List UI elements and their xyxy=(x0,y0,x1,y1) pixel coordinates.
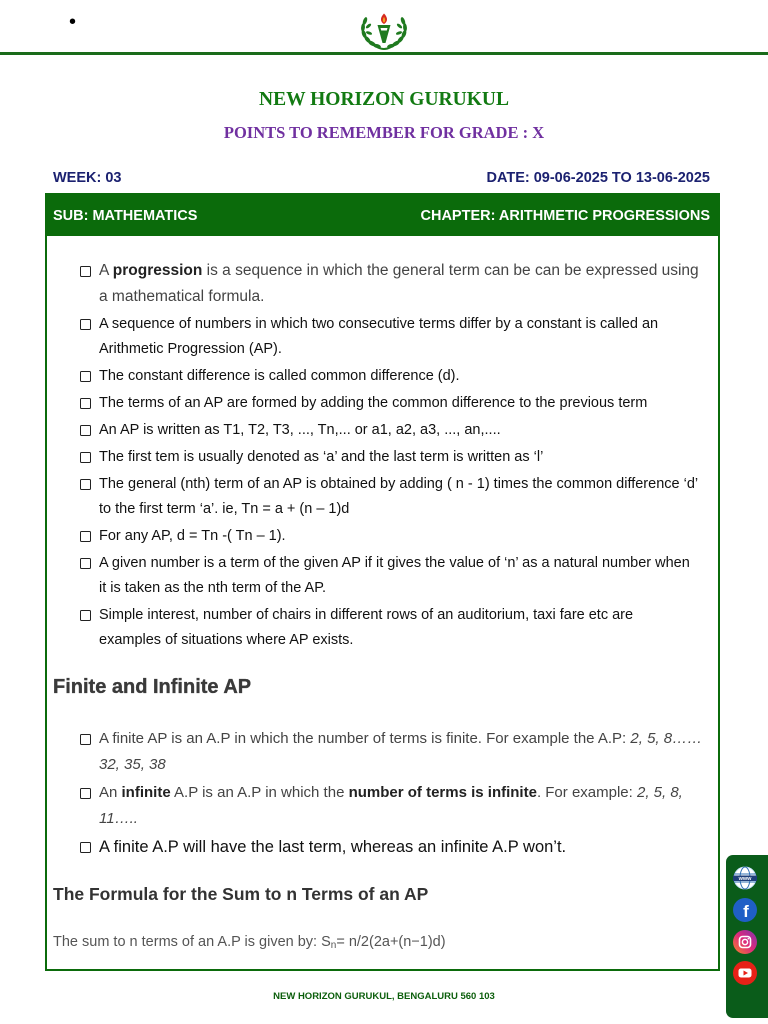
school-name: NEW HORIZON GURUKUL xyxy=(259,89,509,110)
list-item xyxy=(78,258,699,310)
checkbox-bullet-icon xyxy=(80,479,91,490)
formula-suffix: = n/2(2a+(n−1)d) xyxy=(336,934,446,950)
week-label: WEEK: 03 xyxy=(53,170,122,186)
list-item xyxy=(78,780,715,832)
list-item xyxy=(78,472,699,522)
section-heading-finite-infinite: Finite and Infinite AP xyxy=(53,676,252,698)
checkbox-bullet-icon xyxy=(80,398,91,409)
checkbox-bullet-icon xyxy=(80,425,91,436)
facebook-letter: f xyxy=(743,902,749,921)
subject-label: SUB: MATHEMATICS xyxy=(53,207,198,224)
list-item xyxy=(78,726,715,778)
point-text: The general (nth) term of an AP is obtained by adding ( n - 1) times the common difference ‘d’ to the first term ‘a’. ie, Tn = a + (n – 1)d xyxy=(99,476,698,517)
key-points-list xyxy=(78,258,699,655)
checkbox-bullet-icon xyxy=(80,531,91,542)
point-text-bold: number of terms is infinite xyxy=(348,784,537,801)
list-item xyxy=(78,834,715,860)
checkbox-bullet-icon xyxy=(80,558,91,569)
globe-label: www xyxy=(738,876,752,882)
checkbox-bullet-icon xyxy=(80,734,91,745)
card-header xyxy=(47,195,718,236)
example-sequence: 2, 5, 8, 11….. xyxy=(99,784,683,827)
point-text-post: . For example: xyxy=(536,784,637,801)
point-text-post: is a sequence in which the general term can be can be expressed using a mathematical formula. xyxy=(99,262,699,305)
facebook-icon[interactable] xyxy=(732,897,758,923)
stray-bullet: • xyxy=(69,11,77,33)
chapter-label: CHAPTER: ARITHMETIC PROGRESSIONS xyxy=(420,207,710,224)
point-text: A finite A.P will have the last term, whereas an infinite A.P won’t. xyxy=(99,838,567,856)
formula-subscript: n xyxy=(330,940,337,951)
point-text: An AP is written as T1, T2, T3, ..., Tn,... or a1, a2, a3, ..., an,.... xyxy=(99,422,501,438)
point-text: The first tem is usually denoted as ‘a’ and the last term is written as ‘l’ xyxy=(99,449,544,465)
footer-address: NEW HORIZON GURUKUL, BENGALURU 560 103 xyxy=(273,991,495,1002)
checkbox-bullet-icon xyxy=(80,610,91,621)
point-text: A sequence of numbers in which two consecutive terms differ by a constant is called an Arithmetic Progression (AP). xyxy=(99,316,659,357)
point-text-pre: An xyxy=(99,784,122,801)
date-range: DATE: 09-06-2025 TO 13-06-2025 xyxy=(486,170,710,186)
point-text: Simple interest, number of chairs in different rows of an auditorium, taxi fare etc are examples of situations where AP exists. xyxy=(99,607,634,648)
point-text: The constant difference is called common difference (d). xyxy=(99,368,460,384)
instagram-icon[interactable] xyxy=(732,929,758,955)
globe-www-icon[interactable] xyxy=(732,865,758,891)
list-item xyxy=(78,524,699,549)
checkbox-bullet-icon xyxy=(80,266,91,277)
list-item xyxy=(78,391,699,416)
list-item xyxy=(78,445,699,470)
checkbox-bullet-icon xyxy=(80,319,91,330)
point-text-pre: A xyxy=(99,262,113,279)
sum-formula-text xyxy=(53,932,446,956)
finite-infinite-list xyxy=(78,726,715,862)
youtube-icon[interactable] xyxy=(732,960,758,986)
list-item xyxy=(78,551,699,601)
checkbox-bullet-icon xyxy=(80,842,91,853)
checkbox-bullet-icon xyxy=(80,788,91,799)
list-item xyxy=(78,364,699,389)
point-text: A finite AP is an A.P in which the number of terms is finite. For example the A.P: xyxy=(99,730,631,747)
checkbox-bullet-icon xyxy=(80,371,91,382)
document-subtitle: POINTS TO REMEMBER FOR GRADE : X xyxy=(223,123,545,142)
example-sequence: 2, 5, 8……32, 35, 38 xyxy=(99,730,703,773)
point-text: For any AP, d = Tn -( Tn – 1). xyxy=(99,528,286,544)
list-item xyxy=(78,418,699,443)
section-heading-sum-formula: The Formula for the Sum to n Terms of an AP xyxy=(53,884,429,904)
point-text: The terms of an AP are formed by adding the common difference to the previous term xyxy=(99,395,648,411)
school-logo-icon xyxy=(358,12,410,52)
list-item xyxy=(78,603,699,653)
point-text: A given number is a term of the given AP if it gives the value of ‘n’ as a natural number when it is taken as the nth term of the AP. xyxy=(99,555,690,596)
checkbox-bullet-icon xyxy=(80,452,91,463)
formula-prefix: The sum to n terms of an A.P is given by: S xyxy=(53,934,331,950)
point-text-bold: progression xyxy=(112,262,203,279)
point-text-bold: infinite xyxy=(121,784,171,801)
social-links-panel xyxy=(726,855,768,1018)
list-item xyxy=(78,312,682,362)
header-divider xyxy=(0,52,768,55)
point-text-mid: A.P is an A.P in which the xyxy=(170,784,349,801)
